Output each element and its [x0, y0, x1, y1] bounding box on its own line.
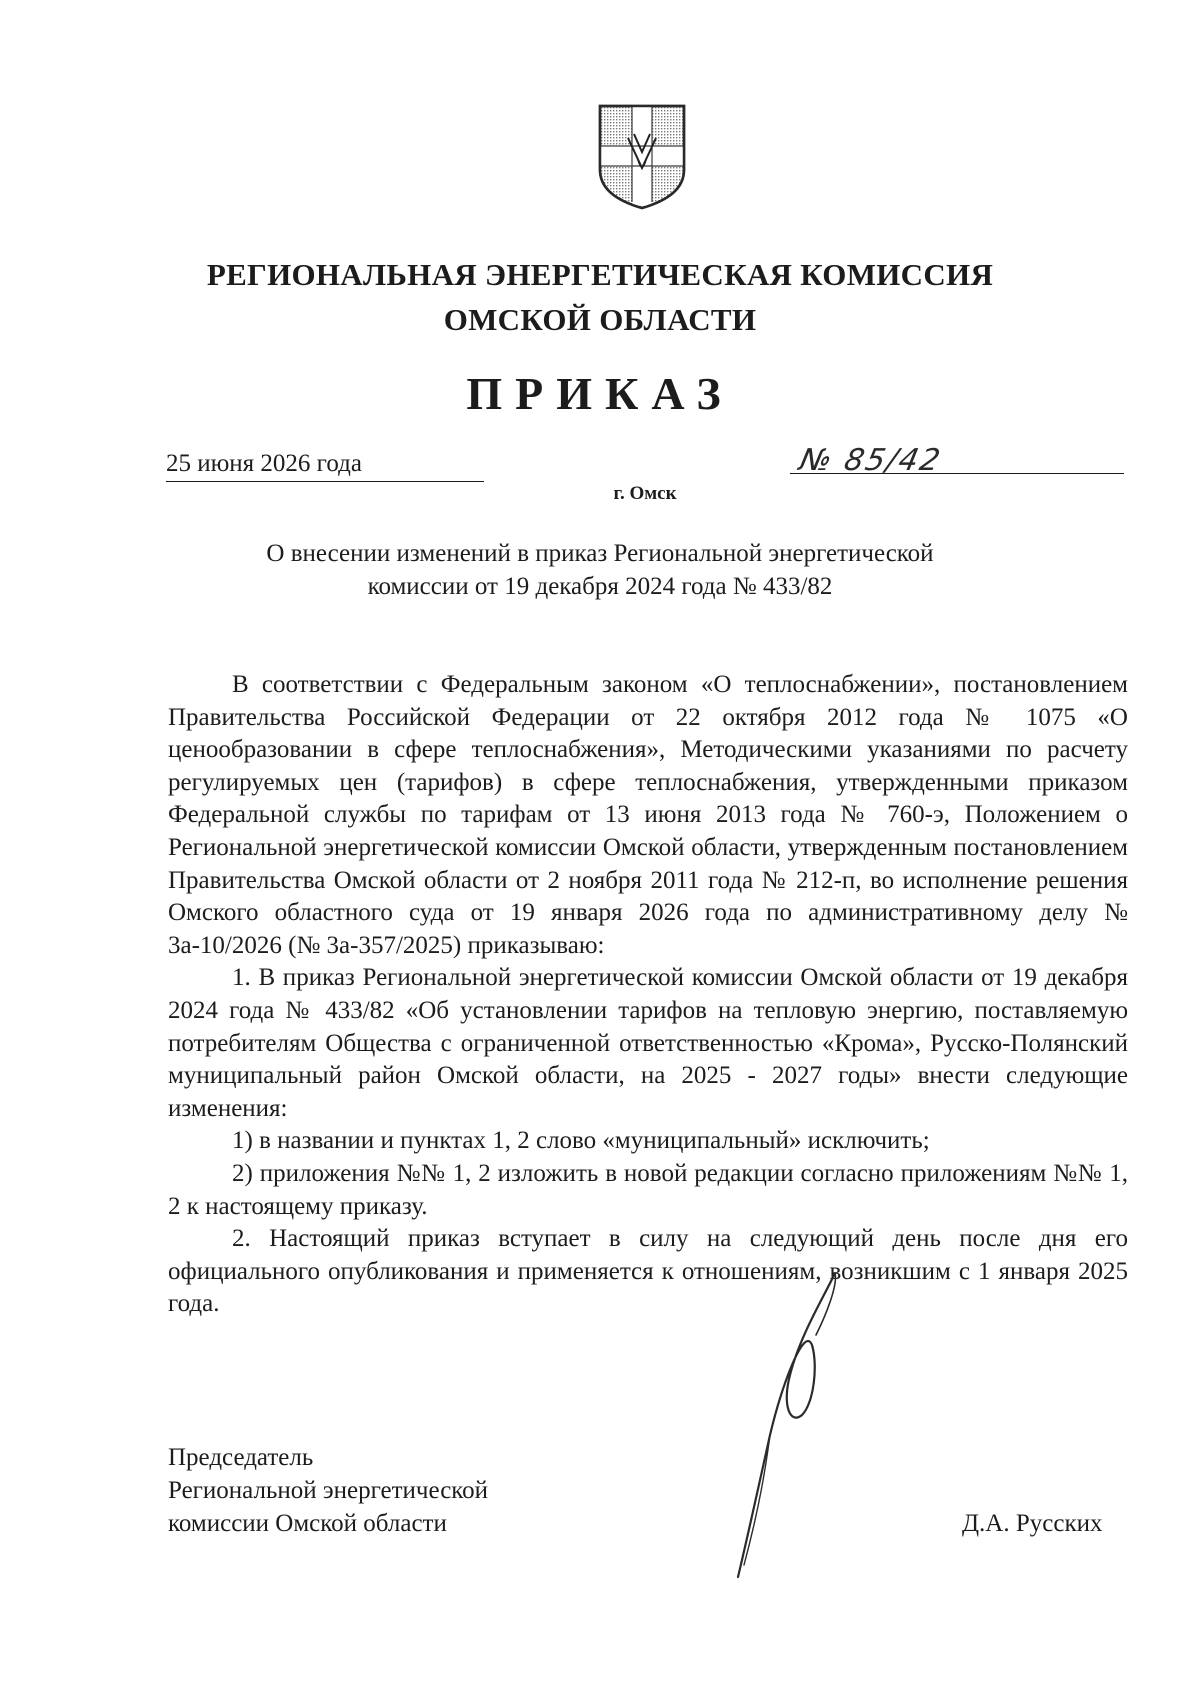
body-item-1: 1. В приказ Региональной энергетической комиссии Омской области от 19 декабря 2024 года № 433/82 «Об установлении тарифов на тепловую энергию, поставляемую потребителям Общества с ограниченной ответственностью «Крома», Русско-Полянский муниципальный район Омской области, на 2025 - 2027 годы» внести следующие изменения:: [168, 964, 1128, 1122]
body-preamble: В соответствии с Федеральным законом «О теплоснабжении», постановлением Правительства Российской Федерации от 22 октября 2012 года № 1075 «О ценообразовании в сфере теплоснабжения», Методическими указаниями по расчету регулируемых цен (тарифов) в сфере теплоснабжения, утвержденными приказом Федеральной службы по тарифам от 13 июня 2013 года № 760-э, Положением о Региональной энергетической комиссии Омской области, утвержденным постановлением Правительства Омской области от 2 ноября 2011 года № 212-п, во исполнение решения Омского областного суда от 19 января 2026 года по административному делу № 3а-10/2026 (№ 3а-357/2025) приказываю:: [168, 671, 1128, 959]
document-number-underline: [790, 473, 1124, 474]
signatory-position: [168, 1441, 488, 1540]
signatory-line1: Председатель: [168, 1444, 314, 1471]
body-item-1-1: 1) в названии и пунктах 1, 2 слово «муниципальный» исключить;: [232, 1127, 930, 1155]
document-date: 25 июня 2026 года: [166, 449, 484, 482]
subject-line1: О внесении изменений в приказ Региональной энергетической: [266, 540, 934, 567]
organization-name-line1: РЕГИОНАЛЬНАЯ ЭНЕРГЕТИЧЕСКАЯ КОМИССИЯ: [206, 257, 994, 292]
organization-name-line2: ОМСКОЙ ОБЛАСТИ: [443, 302, 757, 337]
signatory-line2: Региональной энергетической: [168, 1477, 489, 1504]
document-city: г. Омск: [613, 483, 677, 504]
signatory-line3: комиссии Омской области: [168, 1510, 447, 1537]
body-item-1-2: 2) приложения №№ 1, 2 изложить в новой редакции согласно приложениям №№ 1, 2 к настоящему приказу.: [168, 1159, 1128, 1220]
body-item-2: 2. Настоящий приказ вступает в силу на следующий день после дня его официального опубликования и применяется к отношениям, возникшим с 1 января 2025 года.: [168, 1225, 1128, 1318]
document-subject: [0, 537, 1200, 603]
subject-line2: комиссии от 19 декабря 2024 года № 433/82: [367, 573, 833, 600]
coat-of-arms-icon: [598, 104, 686, 210]
document-body: [168, 669, 1128, 1321]
document-type-title: ПРИКАЗ: [466, 368, 734, 419]
signatory-name: Д.А. Русских: [962, 1510, 1103, 1537]
handwritten-signature-icon: [730, 1265, 850, 1585]
document-number: № 85/42: [796, 443, 945, 478]
